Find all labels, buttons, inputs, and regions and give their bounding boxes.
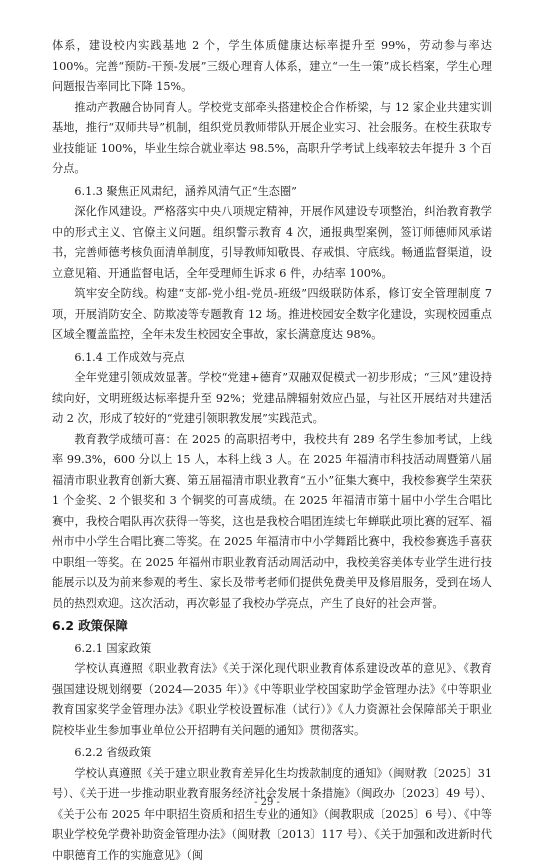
paragraph-continued: 体系，建设校内实践基地 2 个，学生体质健康达标率提升至 99%，劳动参与率达 100%。完善“预防-干预-发展”三级心理育人体系，建立“一生一策”成长档案，学生心理问题报告率同比下降 15%。 (52, 36, 492, 98)
paragraph-party-building: 全年党建引领成效显著。学校“党建+德育”双融双促模式一初步形成；“三风”建设持续向好，文明班级达标率提升至 92%；党建品牌辐射效应凸显，与社区开展结对共建活动 2 次，形成了较好的“党建引领职教发展”实践范式。 (52, 368, 492, 430)
heading-6-1-3: 6.1.3 聚焦正风肃纪，涵养风清气正“生态圈” (52, 182, 492, 203)
paragraph-work-style: 深化作风建设。严格落实中央八项规定精神，开展作风建设专项整治，纠治教育教学中的形式主义、官僚主义问题。组织警示教育 4 次，通报典型案例，签订师德师风承诺书，完善师德考核负面清单制度，引导教师知敬畏、存戒惧、守底线。畅通监督渠道，设立意见箱、开通监督电话，全年受理师生诉求 6 件，办结率 100%。 (52, 202, 492, 284)
paragraph-national-policy: 学校认真遵照《职业教育法》《关于深化现代职业教育体系建设改革的意见》、《教育强国建设规划纲要（2024—2035 年）》《中等职业学校国家助学金管理办法》《中等职业教育国家奖学金管理办法》《职业学校设置标准（试行）》《人力资源社会保障部关于职业院校毕业生参加事业单位公开招聘有关问题的通知》贯彻落实。 (52, 659, 492, 741)
document-page (52, 36, 492, 866)
heading-6-2: 6.2 政策保障 (52, 616, 492, 637)
paragraph-provincial-policy: 学校认真遵照《关于建立职业教育差异化生均拨款制度的通知》（闽财教〔2025〕31 号）、《关于进一步推动职业教育服务经济社会发展十条措施》（闽政办〔2023〕49 号）、《关于公布 2025 年中职招生资质和招生专业的通知》（闽教职成〔2025〕6 号）、《中等职业学校免学费补助资金管理办法》（闽财教〔2013〕117 号）、《关于加强和改进新时代中职德育工作的实施意见》（闽 (52, 764, 492, 866)
heading-6-2-1: 6.2.1 国家政策 (52, 639, 492, 660)
page-number: - 29 - (0, 796, 534, 810)
paragraph-industry-education: 推动产教融合协同育人。学校党支部牵头搭建校企合作桥梁，与 12 家企业共建实训基地，推行“双师共导”机制，组织党员教师带队开展企业实习、社会服务。在校生获取专业技能证 100%，毕业生综合就业率达 98.5%，高职升学考试上线率较去年提升 3 个百分点。 (52, 98, 492, 180)
paragraph-achievements: 教育教学成绩可喜：在 2025 的高职招考中，我校共有 289 名学生参加考试，上线率 99.3%，600 分以上 15 人，本科上线 3 人。在 2025 年福清市科技活动周暨第八届福清市职业教育创新大赛、第五届福清市职业教育“五小”征集大赛中，我校参赛学生荣获 1 个金奖、2 个银奖和 3 个铜奖的可喜成绩。在 2025 年福清市第十届中小学生合唱比赛中，我校合唱队再次获得一等奖，这也是我校合唱团连续七年蝉联此项比赛的冠军、福州市中小学生合唱比赛二等奖。在 2025 年福清市中小学舞蹈比赛中，我校参赛选手喜获中职组一等奖。在 2025 年福州市职业教育活动周活动中，我校美容美体专业学生进行技能展示以及为前来参观的考生、家长及带考老师们提供免费美甲及修眉服务，受到在场人员的热烈欢迎。这次活动，再次彰显了我校办学亮点，产生了良好的社会声誉。 (52, 430, 492, 615)
heading-6-1-4: 6.1.4 工作成效与亮点 (52, 348, 492, 369)
paragraph-safety: 筑牢安全防线。构建“支部-党小组-党员-班级”四级联防体系，修订安全管理制度 7 项，开展消防安全、防欺凌等专题教育 12 场。推进校园安全数字化建设，实现校园重点区域全覆盖监控，全年未发生校园安全事故，家长满意度达 98%。 (52, 284, 492, 346)
heading-6-2-2: 6.2.2 省级政策 (52, 743, 492, 764)
